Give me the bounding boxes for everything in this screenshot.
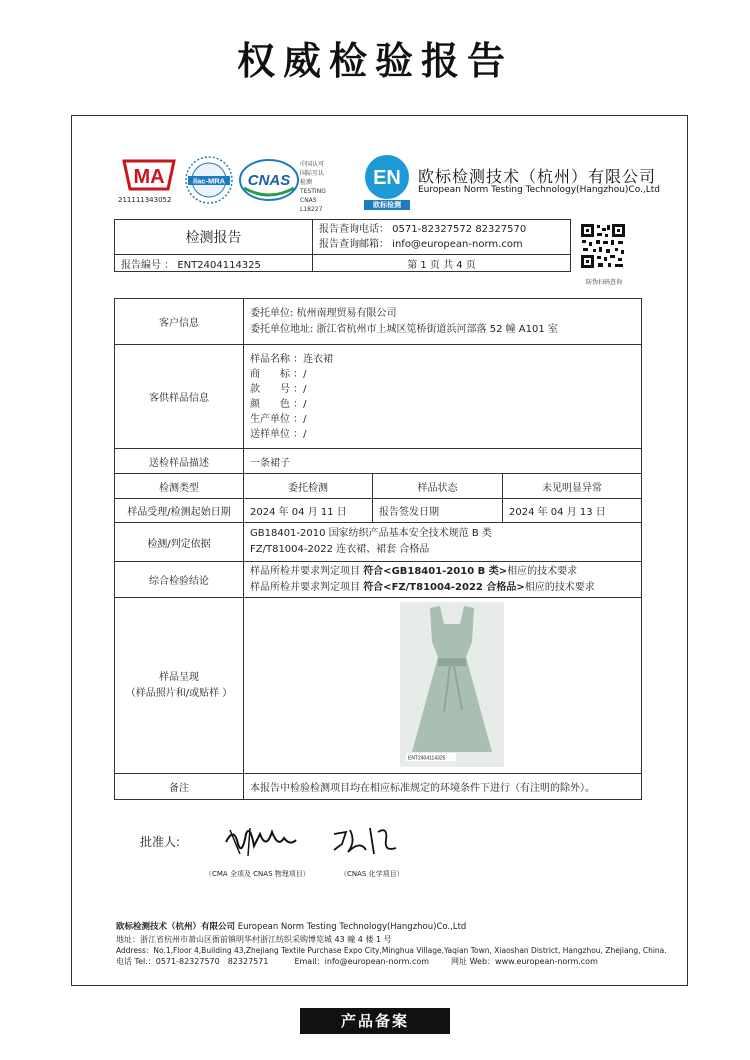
client-name: 委托单位: 杭州南理贸易有限公司 <box>250 307 397 319</box>
test-date-label: 样品受理/检测起始日期 <box>115 499 244 523</box>
cnas-caption-line: 检测 <box>300 179 313 186</box>
sample-field: 生产单位 ：/ <box>250 413 307 425</box>
svg-text:EN: EN <box>373 167 401 189</box>
report-phone: 报告查询电话： 0571-82327572 82327570 <box>319 224 527 235</box>
test-basis-value <box>244 523 642 562</box>
signature-2 <box>330 822 400 858</box>
en-logo-caption: 欧标检测 <box>364 200 410 210</box>
report-header-table <box>114 219 571 272</box>
sample-dress-photo <box>400 602 504 767</box>
conclusion-line <box>250 564 635 580</box>
page-headline: 权威检验报告 <box>236 39 513 83</box>
sample-photo-cell <box>244 598 642 774</box>
test-type-label: 检测类型 <box>115 474 244 499</box>
issue-date-label: 报告签发日期 <box>373 499 503 523</box>
page-indicator: 第 1 页 共 4 页 <box>313 255 571 272</box>
conclusion-line <box>250 580 635 596</box>
report-email: 报告查询邮箱： info@european-norm.com <box>319 239 523 250</box>
cnas-caption-line: 国际互认 <box>300 170 325 177</box>
sample-state-value: 未见明显异常 <box>503 474 642 499</box>
sample-info-value <box>244 345 642 449</box>
remark-value: 本报告中检验检测项目均在相应标准规定的环境条件下进行（有注明的除外）。 <box>244 774 642 800</box>
report-number: 报告编号 ： ENT2404114325 <box>115 255 313 272</box>
footer-web: 网址 Web：www.european-norm.com <box>451 957 598 966</box>
sample-photo-title: 样品呈现 <box>159 671 199 683</box>
remark-label: 备注 <box>115 774 244 800</box>
footer-address-cn: 地址：浙江省杭州市萧山区衙前镇明华村浙江纺织采购博览城 43 幢 4 楼 1 号 <box>116 935 392 944</box>
cnas-logo-text: CNAS <box>247 172 291 189</box>
footer-address-en: Address：No.1,Floor 4,Building 43,Zhejiang Textile Purchase Expo City,Minghua Village,Yaqian Town, Xiaoshan District, Hangzhou, Zhejiang, China. <box>116 946 667 955</box>
footer-company <box>116 920 466 932</box>
sample-field: 样品名称 ：连衣裙 <box>250 353 334 365</box>
signature-note-2: （CNAS 化学项目） <box>340 870 404 878</box>
conclusion-prefix: 样品所检并要求判定项目 <box>250 581 364 593</box>
client-info-label: 客户信息 <box>115 299 244 345</box>
footer-company-en: European Norm Testing Technology(Hangzhou)Co.,Ltd <box>235 922 467 932</box>
issue-date-value: 2024 年 04 月 13 日 <box>503 499 642 523</box>
sample-state-label: 样品状态 <box>373 474 503 499</box>
sample-desc-value: 一条裙子 <box>244 449 642 474</box>
footer-phone: 电话 Tel.：0571-82327570 82327571 <box>116 957 269 966</box>
cma-number: 211111343052 <box>118 196 172 204</box>
company-name-cn: 欧标检测技术（杭州）有限公司 <box>418 167 657 186</box>
company-name-en: European Norm Testing Technology(Hangzhou)Co.,Ltd <box>418 185 661 195</box>
cma-logo-text: MA <box>133 166 165 188</box>
cma-logo <box>118 157 180 193</box>
conclusion-value <box>244 562 642 598</box>
conclusion-standard: 符合<FZ/T81004-2022 合格品> <box>363 581 525 593</box>
report-title: 检测报告 <box>115 220 313 255</box>
qr-code-icon[interactable] <box>580 223 626 269</box>
product-record-badge: 产品备案 <box>300 1008 450 1034</box>
sample-desc-label: 送检样品描述 <box>115 449 244 474</box>
conclusion-suffix: 相应的技术要求 <box>507 565 578 577</box>
client-info-value <box>244 299 642 345</box>
report-contact <box>313 220 571 255</box>
approver-label: 批准人: <box>140 835 181 849</box>
test-basis-line: GB18401-2010 国家纺织产品基本安全技术规范 B 类 <box>250 528 492 539</box>
sample-field: 颜 色 ：/ <box>250 398 307 410</box>
test-type-value: 委托检测 <box>244 474 373 499</box>
qr-caption: 防伪扫码查询 <box>585 279 622 286</box>
cnas-caption-line: 中国认可 <box>300 161 325 168</box>
ilac-logo-text: ilac-MRA <box>192 176 226 186</box>
signature-1 <box>220 820 300 860</box>
footer-company-cn: 欧标检测技术（杭州）有限公司 <box>116 922 236 932</box>
sample-photo-subtitle: （样品照片和/或贴样 ） <box>125 687 233 699</box>
test-date-value: 2024 年 04 月 11 日 <box>244 499 373 523</box>
report-detail-table <box>114 298 642 800</box>
conclusion-prefix: 样品所检并要求判定项目 <box>250 565 364 577</box>
cnas-caption <box>300 160 340 214</box>
test-basis-line: FZ/T81004-2022 连衣裙、裙套 合格品 <box>250 544 430 555</box>
sample-field: 送样单位 ：/ <box>250 428 307 440</box>
conclusion-standard: 符合<GB18401-2010 B 类> <box>363 565 508 577</box>
footer-email: Email：info@european-norm.com <box>294 957 430 966</box>
cnas-caption-line: TESTING <box>300 188 326 195</box>
client-address: 委托单位地址: 浙江省杭州市上城区笕桥街道浜河部落 52 幢 A101 室 <box>250 323 558 335</box>
sample-info-label: 客供样品信息 <box>115 345 244 449</box>
conclusion-suffix: 相应的技术要求 <box>524 581 595 593</box>
sample-field: 款 号 ：/ <box>250 383 307 395</box>
ilac-mra-logo <box>184 155 234 205</box>
conclusion-label: 综合检验结论 <box>115 562 244 598</box>
signature-note-1: （CMA 全项及 CNAS 物理项目） <box>205 870 310 878</box>
test-basis-label: 检测/判定依据 <box>115 523 244 562</box>
cnas-logo <box>238 158 300 202</box>
photo-tag-text: ENT2404114325 <box>408 755 446 762</box>
sample-field: 商 标 ：/ <box>250 368 307 380</box>
cnas-caption-line: CNAS L18227 <box>300 197 323 213</box>
footer-contacts <box>116 956 598 967</box>
sample-photo-label <box>115 598 244 774</box>
en-logo <box>364 154 410 200</box>
